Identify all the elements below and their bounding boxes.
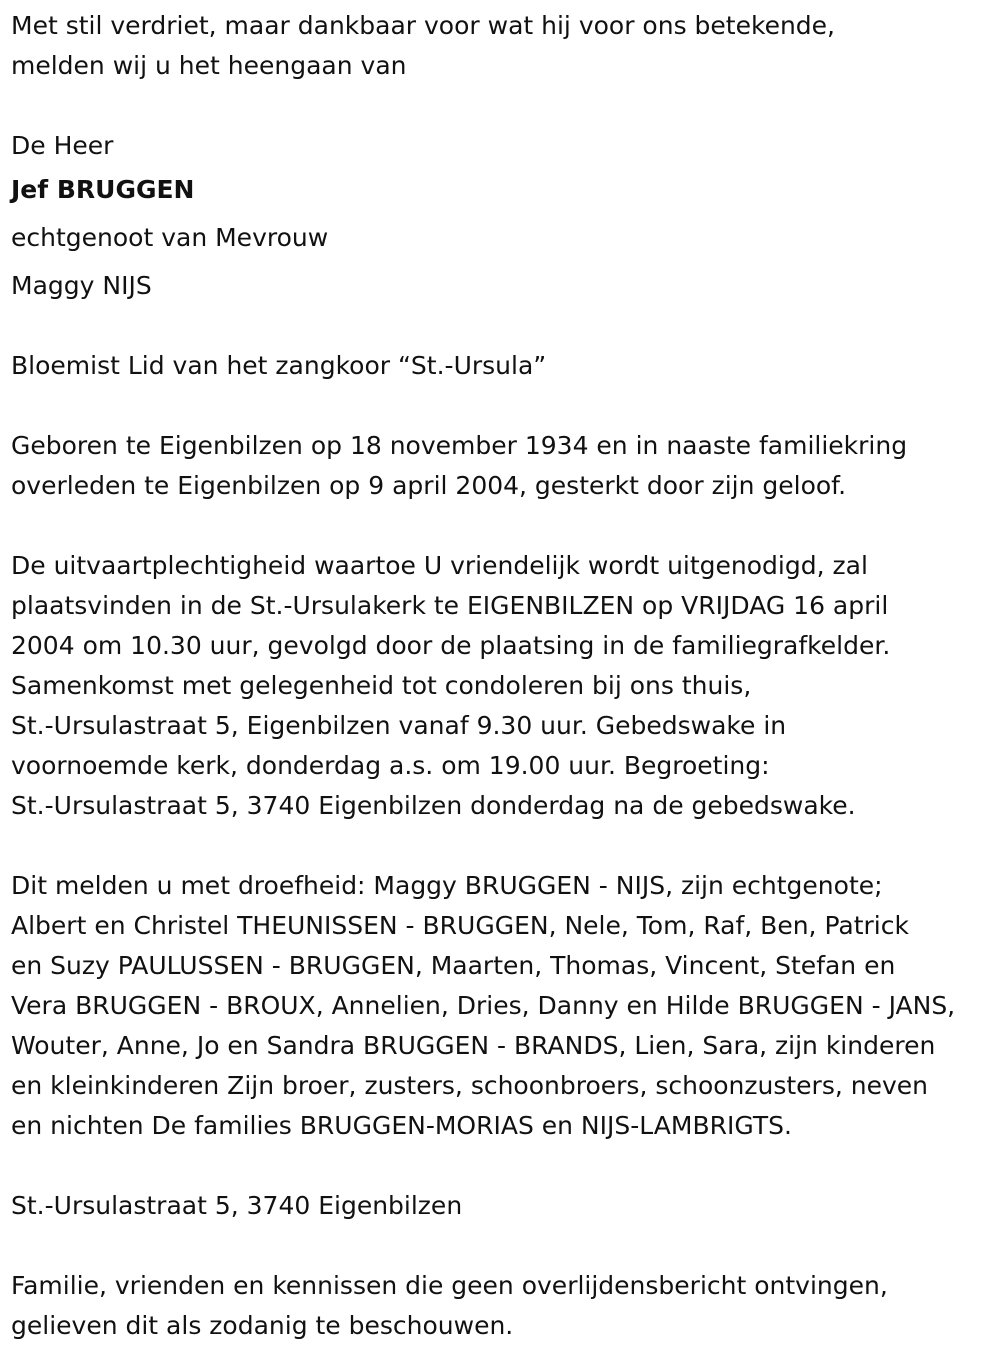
- paragraph-line: Samenkomst met gelegenheid tot condoleren bij ons thuis,: [11, 671, 752, 700]
- spacer: [11, 506, 990, 546]
- paragraph-line: 2004 om 10.30 uur, gevolgd door de plaatsing in de familiegrafkelder.: [11, 631, 891, 660]
- deceased-block: [11, 126, 990, 310]
- paragraph-line: en nichten De families BRUGGEN-MORIAS en NIJS-LAMBRIGTS.: [11, 1111, 792, 1140]
- paragraph-line: Wouter, Anne, Jo en Sandra BRUGGEN - BRANDS, Lien, Sara, zijn kinderen: [11, 1031, 936, 1060]
- birth-death-paragraph: [11, 426, 990, 506]
- family-paragraph: [11, 866, 990, 1146]
- paragraph-line: St.-Ursulastraat 5, Eigenbilzen vanaf 9.30 uur. Gebedswake in: [11, 711, 787, 740]
- spouse-name: Maggy NIJS: [11, 271, 152, 300]
- intro-line: melden wij u het heengaan van: [11, 51, 407, 80]
- spacer: [11, 310, 990, 346]
- funeral-paragraph: [11, 546, 990, 826]
- paragraph-line: De uitvaartplechtigheid waartoe U vriendelijk wordt uitgenodigd, zal: [11, 551, 868, 580]
- spacer: [11, 1146, 990, 1186]
- intro-paragraph: [11, 6, 990, 86]
- paragraph-line: Vera BRUGGEN - BROUX, Annelien, Dries, Danny en Hilde BRUGGEN - JANS,: [11, 991, 956, 1020]
- paragraph-line: plaatsvinden in de St.-Ursulakerk te EIGENBILZEN op VRIJDAG 16 april: [11, 591, 889, 620]
- spacer: [11, 1226, 990, 1266]
- occupation-line: Bloemist Lid van het zangkoor “St.-Ursula”: [11, 351, 547, 380]
- paragraph-line: voornoemde kerk, donderdag a.s. om 19.00 uur. Begroeting:: [11, 751, 770, 780]
- address-line: St.-Ursulastraat 5, 3740 Eigenbilzen: [11, 1191, 463, 1220]
- paragraph-line: Dit melden u met droefheid: Maggy BRUGGEN - NIJS, zijn echtgenote;: [11, 871, 883, 900]
- paragraph-line: Geboren te Eigenbilzen op 18 november 1934 en in naaste familiekring: [11, 431, 908, 460]
- spacer: [11, 386, 990, 426]
- spacer: [11, 86, 990, 126]
- paragraph-line: Albert en Christel THEUNISSEN - BRUGGEN, Nele, Tom, Raf, Ben, Patrick: [11, 911, 909, 940]
- paragraph-line: Familie, vrienden en kennissen die geen overlijdensbericht ontvingen,: [11, 1271, 888, 1300]
- spacer: [11, 826, 990, 866]
- paragraph-line: en kleinkinderen Zijn broer, zusters, schoonbroers, schoonzusters, neven: [11, 1071, 929, 1100]
- paragraph-line: St.-Ursulastraat 5, 3740 Eigenbilzen donderdag na de gebedswake.: [11, 791, 856, 820]
- relation-line: echtgenoot van Mevrouw: [11, 223, 329, 252]
- paragraph-line: overleden te Eigenbilzen op 9 april 2004, gesterkt door zijn geloof.: [11, 471, 847, 500]
- deceased-name: Jef BRUGGEN: [11, 175, 195, 204]
- closing-paragraph: [11, 1266, 990, 1346]
- intro-line: Met stil verdriet, maar dankbaar voor wat hij voor ons betekende,: [11, 11, 835, 40]
- paragraph-line: en Suzy PAULUSSEN - BRUGGEN, Maarten, Thomas, Vincent, Stefan en: [11, 951, 896, 980]
- paragraph-line: gelieven dit als zodanig te beschouwen.: [11, 1311, 514, 1340]
- honorific: De Heer: [11, 131, 114, 160]
